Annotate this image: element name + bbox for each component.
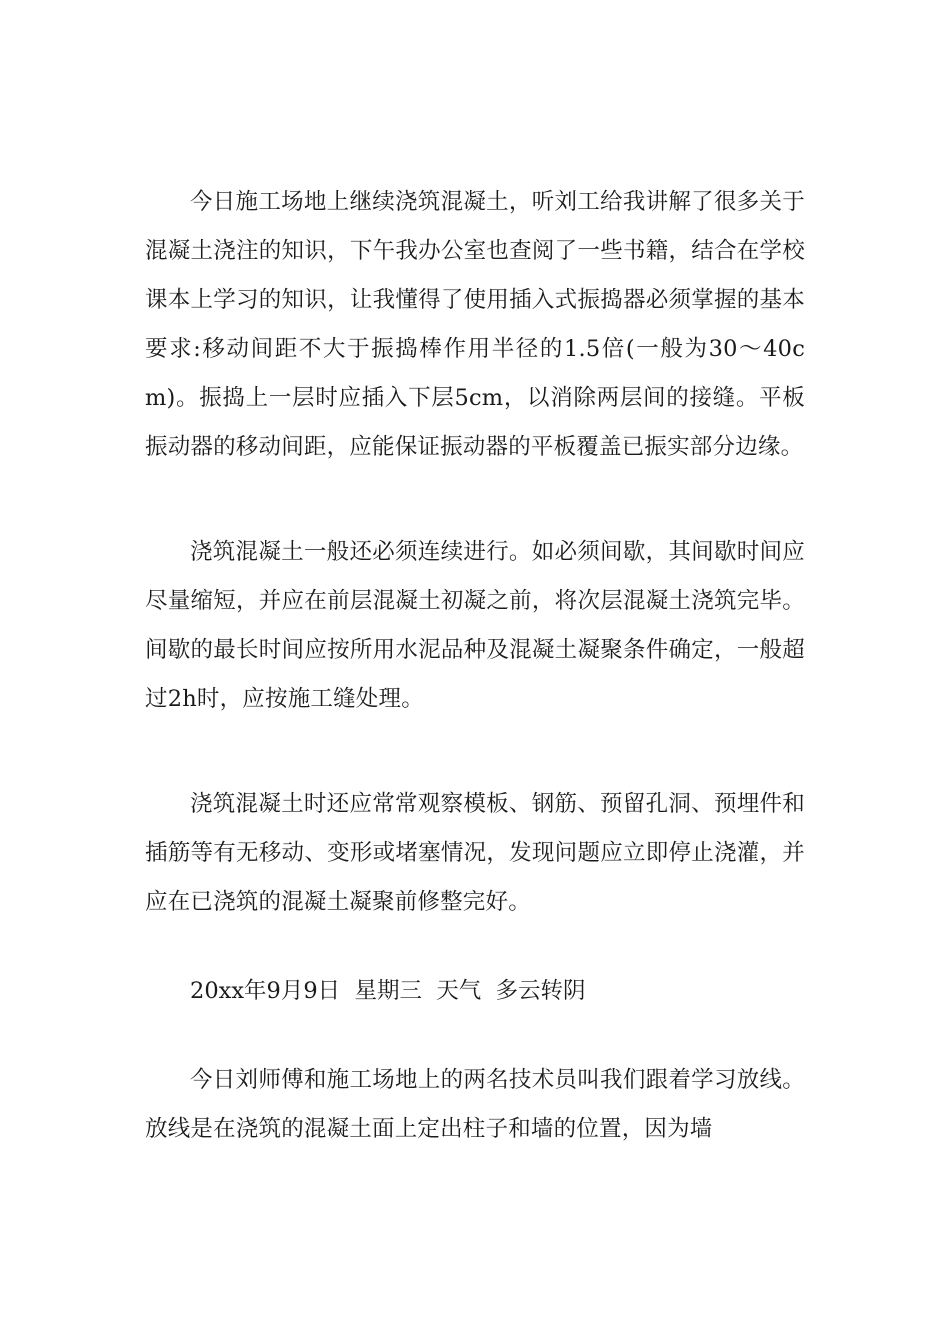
paragraph-layout-lines: 今日刘师傅和施工场地上的两名技术员叫我们跟着学习放线。放线是在浇筑的混凝土面上定出柱子和墙的位置，因为墙 — [145, 1067, 805, 1142]
document-body — [145, 178, 805, 1154]
paragraph-spacer — [145, 724, 805, 780]
paragraph-observation: 浇筑混凝土时还应常常观察模板、钢筋、预留孔洞、预埋件和插筋等有无移动、变形或堵塞情况，发现问题应立即停止浇灌，并应在已浇筑的混凝土凝聚前修整完好。 — [145, 791, 805, 915]
paragraph-concrete-vibration: 今日施工场地上继续浇筑混凝土，听刘工给我讲解了很多关于混凝土浇注的知识，下午我办公室也查阅了一些书籍，结合在学校课本上学习的知识，让我懂得了使用插入式振捣器必须掌握的基本要求:移动间距不大于振捣棒作用半径的1.5倍(一般为30～40cm)。振捣上一层时应插入下层5cm，以消除两层间的接缝。平板振动器的移动间距，应能保证振动器的平板覆盖已振实部分边缘。 — [145, 189, 805, 460]
paragraph-spacer — [145, 1016, 805, 1056]
paragraph-spacer — [145, 927, 805, 967]
paragraph-spacer — [145, 472, 805, 528]
diary-date-line: 20xx年9月9日 星期三 天气 多云转阴 — [190, 978, 586, 1004]
paragraph-continuous-pouring: 浇筑混凝土一般还必须连续进行。如必须间歇，其间歇时间应尽量缩短，并应在前层混凝土初凝之前，将次层混凝土浇筑完毕。间歇的最长时间应按所用水泥品种及混凝土凝聚条件确定，一般超过2h时，应按施工缝处理。 — [145, 539, 805, 712]
